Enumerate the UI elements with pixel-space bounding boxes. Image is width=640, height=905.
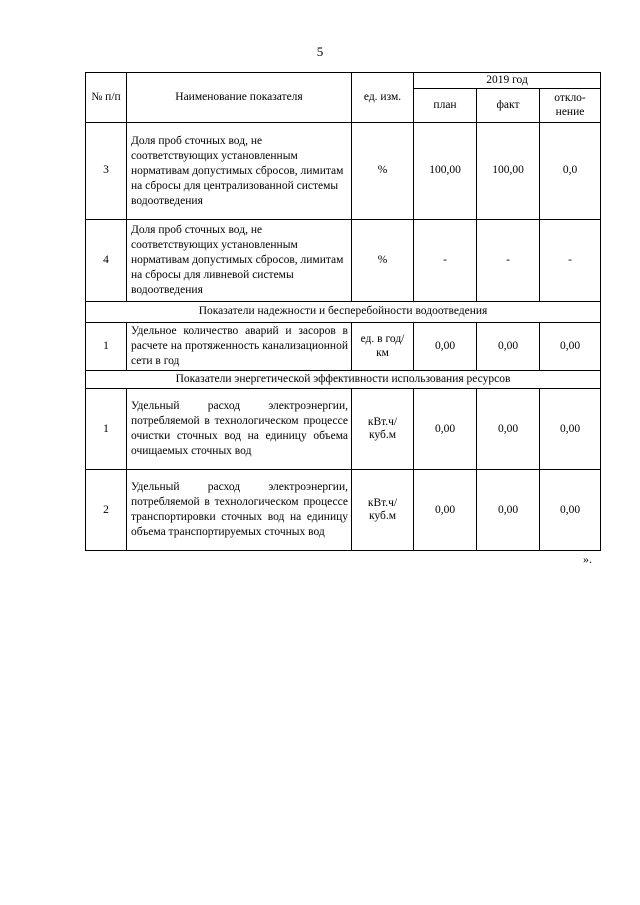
header-unit: ед. изм. <box>352 73 414 123</box>
table-row <box>86 389 601 470</box>
row-num: 2 <box>86 470 127 551</box>
row-num: 3 <box>86 123 127 220</box>
row-unit: % <box>352 123 414 220</box>
table-row <box>86 123 601 220</box>
header-name: Наименование показателя <box>127 73 352 123</box>
row-name: Доля проб сточных вод, не соответствующих установленным нормативам допустимых сбросов, лимитам на сбросы для централизованной системы водоотведения <box>127 123 352 220</box>
table-row <box>86 323 601 371</box>
header-dev: откло-нение <box>540 89 601 123</box>
row-dev: 0,0 <box>540 123 601 220</box>
row-dev: - <box>540 220 601 302</box>
row-plan: 0,00 <box>414 323 477 371</box>
closing-quote: ». <box>583 552 592 566</box>
row-num: 1 <box>86 323 127 371</box>
header-plan: план <box>414 89 477 123</box>
row-fact: - <box>477 220 540 302</box>
section-row <box>86 371 601 389</box>
row-num: 4 <box>86 220 127 302</box>
row-fact: 0,00 <box>477 470 540 551</box>
section-title-energy: Показатели энергетической эффективности использования ресурсов <box>86 371 601 389</box>
row-unit: ед. в год/ км <box>352 323 414 371</box>
row-unit: % <box>352 220 414 302</box>
header-row <box>86 73 601 89</box>
row-plan: 0,00 <box>414 470 477 551</box>
row-fact: 0,00 <box>477 323 540 371</box>
page-number: 5 <box>316 44 324 59</box>
row-fact: 100,00 <box>477 123 540 220</box>
row-dev: 0,00 <box>540 470 601 551</box>
row-name: Удельный расход электроэнергии, потребляемой в технологическом процессе транспортировки сточных вод на единицу объема транспортируемых сточных вод <box>127 470 352 551</box>
table-row <box>86 220 601 302</box>
row-dev: 0,00 <box>540 389 601 470</box>
header-fact: факт <box>477 89 540 123</box>
header-year: 2019 год <box>414 73 601 89</box>
row-unit: кВт.ч/ куб.м <box>352 470 414 551</box>
indicators-table <box>85 72 601 551</box>
row-unit: кВт.ч/ куб.м <box>352 389 414 470</box>
row-plan: 100,00 <box>414 123 477 220</box>
table-row <box>86 470 601 551</box>
row-plan: 0,00 <box>414 389 477 470</box>
row-dev: 0,00 <box>540 323 601 371</box>
row-name: Удельное количество аварий и засоров в расчете на протяженность канализационной сети в год <box>127 323 352 371</box>
header-num: № п/п <box>86 73 127 123</box>
row-plan: - <box>414 220 477 302</box>
row-fact: 0,00 <box>477 389 540 470</box>
row-name: Доля проб сточных вод, не соответствующих установленным нормативам допустимых сбросов, лимитам на сбросы для ливневой системы водоотведения <box>127 220 352 302</box>
section-title-reliability: Показатели надежности и бесперебойности водоотведения <box>86 302 601 323</box>
section-row <box>86 302 601 323</box>
row-num: 1 <box>86 389 127 470</box>
row-name: Удельный расход электроэнергии, потребляемой в технологическом процессе очистки сточных вод на единицу объема очищаемых сточных вод <box>127 389 352 470</box>
